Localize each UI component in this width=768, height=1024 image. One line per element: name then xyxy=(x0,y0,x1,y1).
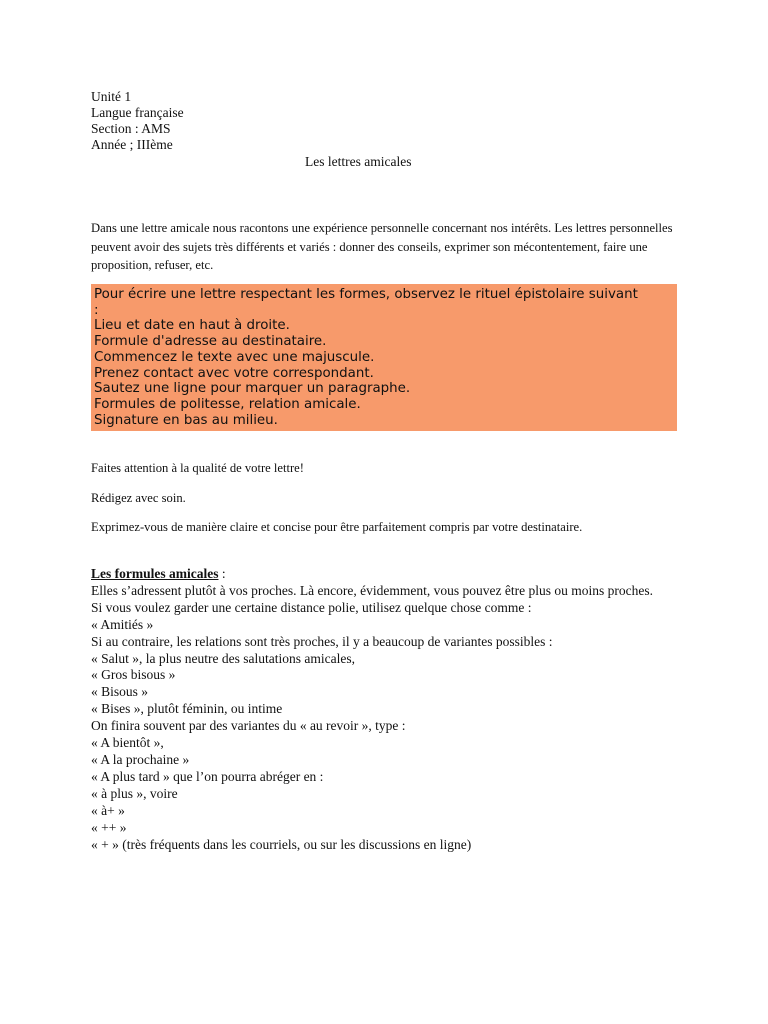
rules-box-line: Signature en bas au milieu. xyxy=(94,412,278,428)
list-item: « A bientôt », xyxy=(91,735,164,751)
tip-clarity: Exprimez-vous de manière claire et concise pour être parfaitement compris par votre destinataire. xyxy=(91,520,583,534)
list-item: On finira souvent par des variantes du « au revoir », type : xyxy=(91,718,406,734)
list-item: « Bisous » xyxy=(91,684,149,700)
rules-box-line: Sautez une ligne pour marquer un paragraphe. xyxy=(94,381,411,397)
section-heading-suffix: : xyxy=(218,566,226,581)
header-section: Section : AMS xyxy=(91,121,171,136)
list-item: « Bises », plutôt féminin, ou intime xyxy=(91,701,283,717)
section-heading: Les formules amicales xyxy=(91,566,219,581)
header-year: Année ; IIIème xyxy=(91,137,173,152)
tip-care: Rédigez avec soin. xyxy=(91,491,186,505)
list-item: « A plus tard » que l’on pourra abréger en : xyxy=(91,768,324,784)
formules-section xyxy=(91,566,677,853)
list-item: Si vous voulez garder une certaine distance polie, utilisez quelque chose comme : xyxy=(91,599,532,615)
list-item: « à plus », voire xyxy=(91,785,178,801)
list-item: « Gros bisous » xyxy=(91,667,176,683)
header-subject: Langue française xyxy=(91,105,184,120)
rules-box-line: Pour écrire une lettre respectant les formes, observez le rituel épistolaire suivant xyxy=(94,287,638,302)
document-title: Les lettres amicales xyxy=(305,154,412,169)
section-heading-line xyxy=(91,566,677,583)
rules-box xyxy=(91,284,677,431)
rules-box-line: Lieu et date en haut à droite. xyxy=(94,318,290,334)
intro-paragraph: Dans une lettre amicale nous racontons une expérience personnelle concernant nos intérêts. Les lettres personnelles peuvent avoir des sujets très différents et variés : donner des conseils, exprimer son mécontentement, faire une proposition, refuser, etc. xyxy=(91,221,673,272)
list-item: « A la prochaine » xyxy=(91,751,190,767)
list-item: Si au contraire, les relations sont très proches, il y a beaucoup de variantes possibles : xyxy=(91,633,553,649)
list-item: « Amitiés » xyxy=(91,616,154,632)
header-unit: Unité 1 xyxy=(91,89,132,104)
tip-quality: Faites attention à la qualité de votre lettre! xyxy=(91,461,304,475)
list-item: « + » (très fréquents dans les courriels, ou sur les discussions en ligne) xyxy=(91,836,472,852)
list-item: « à+ » xyxy=(91,802,125,818)
rules-box-line: Commencez le texte avec une majuscule. xyxy=(94,349,375,365)
rules-box-line: : xyxy=(94,302,99,318)
section-paragraph: Elles s’adressent plutôt à vos proches. Là encore, évidemment, vous pouvez être plus ou moins proches. xyxy=(91,582,653,598)
rules-box-line: Prenez contact avec votre correspondant. xyxy=(94,365,374,381)
rules-box-line: Formules de politesse, relation amicale. xyxy=(94,396,361,412)
list-item: « ++ » xyxy=(91,819,127,835)
rules-box-line: Formule d'adresse au destinataire. xyxy=(94,334,327,350)
list-item: « Salut », la plus neutre des salutations amicales, xyxy=(91,650,355,666)
